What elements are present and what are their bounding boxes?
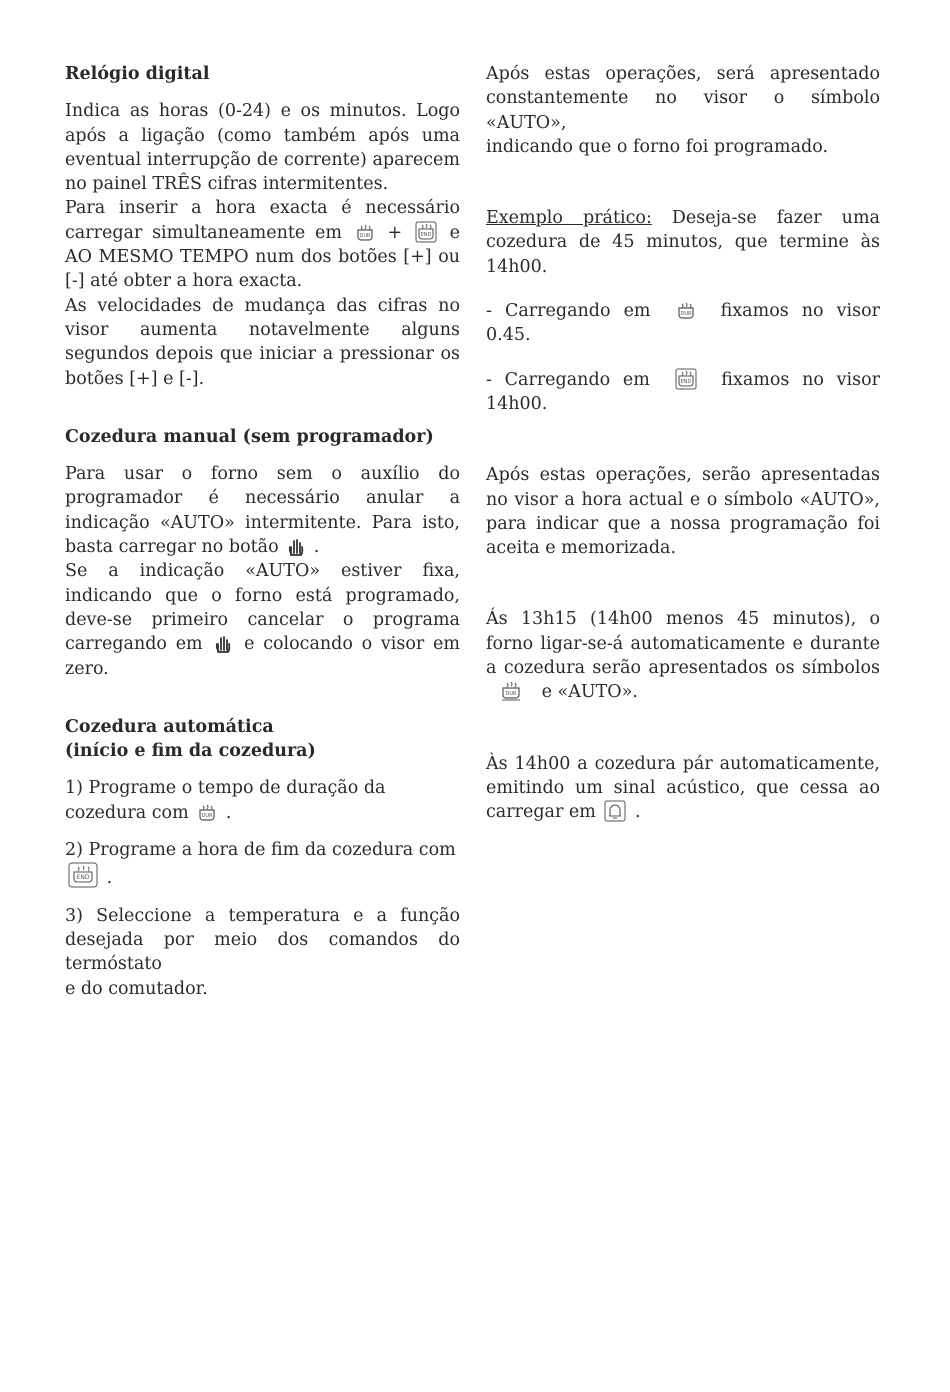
svg-text:END: END	[680, 378, 691, 385]
example-step-duration	[486, 299, 880, 348]
svg-text:DUR: DUR	[201, 812, 213, 819]
auto-step-3	[65, 904, 460, 1001]
duration-pot-icon	[676, 301, 696, 321]
example-step-end	[486, 368, 880, 417]
example-step-end-text-a: - Carregando em	[486, 369, 650, 390]
practical-example-paragraph	[486, 206, 880, 279]
auto-start-text-b: e «AUTO».	[541, 682, 638, 703]
svg-text:DUR: DUR	[359, 232, 371, 239]
manual-paragraph-1	[65, 462, 460, 559]
auto-step-1-end: .	[225, 802, 232, 823]
auto-title-line-2: (início e fim da cozedura)	[65, 741, 316, 762]
auto-step-1-text: 1) Programe o tempo de duração da cozedura com	[65, 778, 386, 823]
end-time-pot-icon	[415, 221, 437, 243]
manual-paragraph-2	[65, 559, 460, 680]
manual-p2-text-b: e colocando o visor em zero.	[65, 634, 460, 679]
end-time-pot-icon	[675, 368, 697, 390]
manual-p1-end: .	[313, 537, 320, 558]
manual-hand-icon	[287, 537, 305, 557]
auto-step-3-text-b: e do comutador.	[65, 978, 208, 999]
manual-p2-text-a: Se a indicação «AUTO» estiver fixa, indicando que o forno está programado, deve-se primeiro cancelar o programa carregando em	[65, 561, 460, 655]
clock-paragraph-2	[65, 196, 460, 293]
clock-p2-text-c: e AO MESMO TEMPO num dos botões [+] ou [-] até obter a hora exacta.	[65, 222, 460, 292]
auto-step-2	[65, 838, 460, 891]
manual-p1-text: Para usar o forno sem o auxílio do programador é necessário anular a indicação «AUTO» intermitente. Para isto, basta carregar no botão	[65, 464, 460, 558]
auto-start-text-a: Ás 13h15 (14h00 menos 45 minutos), o forno ligar-se-á automaticamente e durante a cozedura serão apresentados os símbolos	[486, 609, 880, 679]
manual-hand-icon	[214, 634, 232, 654]
section-title-manual-cooking: Cozedura manual (sem programador)	[65, 426, 434, 447]
duration-pot-icon	[197, 803, 217, 823]
example-step-duration-text-b: fixamos no visor 0.45.	[486, 301, 880, 346]
clock-p2-plus: +	[387, 222, 403, 243]
after-ops-paragraph	[486, 62, 880, 159]
duration-pot-icon	[500, 680, 522, 702]
svg-text:END: END	[76, 874, 90, 882]
section-title-automatic-cooking	[65, 715, 460, 764]
example-step-end-text-b: fixamos no visor 14h00.	[486, 369, 880, 414]
auto-end-text: Às 14h00 a cozedura pár automaticamente, emitindo um sinal acústico, que cessa ao carregar em	[486, 753, 880, 823]
practical-example-text: Deseja-se fazer uma cozedura de 45 minutos, que termine às 14h00.	[486, 208, 880, 277]
auto-start-paragraph	[486, 607, 880, 704]
example-step-duration-text-a: - Carregando em	[486, 301, 651, 322]
duration-pot-icon	[355, 223, 375, 243]
svg-text:DUR: DUR	[505, 691, 517, 698]
section-title-digital-clock: Relógio digital	[65, 64, 210, 84]
after-ops-text-b: indicando que o forno foi programado.	[486, 136, 829, 157]
auto-step-3-text-a: 3) Seleccione a temperatura e a função desejada por meio dos comandos do termóstato	[65, 905, 460, 975]
bell-icon	[604, 800, 626, 822]
auto-title-line-1: Cozedura automática	[65, 716, 274, 737]
clock-paragraph-1: Indica as horas (0-24) e os minutos. Logo após a ligação (como também após uma eventual interrupção de corrente) aparecem no painel TRÊS cifras intermitentes.	[65, 101, 460, 195]
clock-p2-text-a: Para inserir a hora exacta é necessário carregar simultaneamente em	[65, 198, 460, 243]
practical-example-label: Exemplo prático:	[486, 208, 652, 229]
svg-text:DUR: DUR	[680, 311, 692, 318]
right-column	[486, 62, 880, 825]
confirmation-paragraph: Após estas operações, serão apresentadas no visor a hora actual e o símbolo «AUTO», para indicar que a nossa programação foi aceita e memorizada.	[486, 465, 880, 559]
auto-step-2-end: .	[106, 868, 113, 889]
auto-step-1	[65, 776, 460, 825]
after-ops-text-a: Após estas operações, será apresentado constantemente no visor o símbolo «AUTO»,	[486, 64, 880, 133]
left-column	[65, 62, 460, 1001]
auto-end-period: .	[635, 802, 641, 823]
clock-paragraph-3: As velocidades de mudança das cifras no visor aumenta notavelmente alguns segundos depois que iniciar a pressionar os botões [+] e [-].	[65, 295, 460, 389]
end-time-pot-icon	[68, 862, 98, 888]
auto-step-2-text: 2) Programe a hora de fim da cozedura com	[65, 840, 456, 861]
auto-end-paragraph	[486, 752, 880, 825]
svg-text:END: END	[420, 231, 432, 238]
